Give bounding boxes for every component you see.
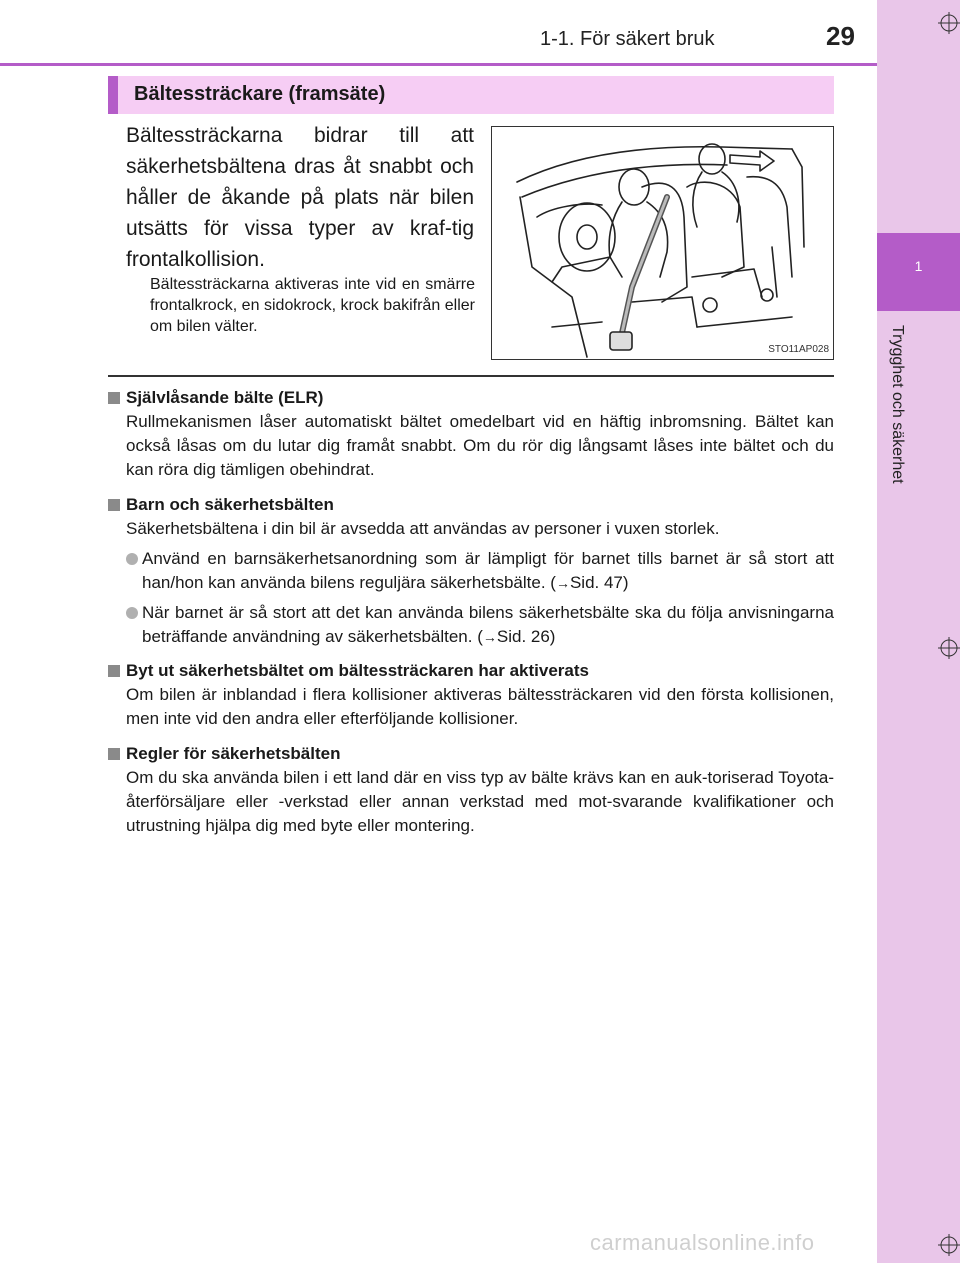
item-text: Säkerhetsbältena i din bil är avsedda att användas av personer i vuxen storlek.: [126, 519, 720, 538]
list-item: [108, 547, 834, 595]
chapter-title: 1-1. För säkert bruk: [540, 28, 715, 50]
bullet-text: Använd en barnsäkerhetsanordning som är lämpligt för barnet tills barnet är så stort att han/hon kan använda bilens reguljära säkerhetsbälte. (: [142, 549, 834, 592]
item-text: Rullmekanismen låser automatiskt bältet omedelbart vid en häftig inbromsning. Bältet kan också låsas om du lutar dig framåt snabbt. Om du rör dig långsamt låses inte bältet och du kan röra dig tämligen obehindrat.: [126, 412, 834, 479]
page-number: 29: [826, 21, 855, 51]
arrow-right-icon: →: [555, 575, 570, 591]
section-title: Bältessträckare (framsäte): [134, 83, 386, 105]
registration-mark-icon: [938, 1234, 960, 1256]
arrow-right-icon: →: [482, 629, 497, 645]
item-children: [108, 493, 834, 649]
item-text: Om bilen är inblandad i flera kollisioner aktiveras bältessträckaren vid den första kollisionen, men inte vid den andra eller efterföljande kollisioner.: [126, 685, 834, 728]
pretensioner-illustration: [491, 126, 834, 360]
section-intro: Bältessträckarna bidrar till att säkerhetsbältena dras åt snabbt och håller de åkande på plats när bilen utsätts för vissa typer av kraf-tig frontalkollision.: [126, 124, 474, 271]
registration-mark-icon: [938, 637, 960, 659]
item-heading: Regler för säkerhetsbälten: [108, 742, 834, 766]
bullet-text: När barnet är så stort att det kan använda bilens säkerhetsbälte ska du följa anvisningarna beträffande användning av säkerhetsbälten. (: [142, 603, 834, 646]
chapter-side-tab: [877, 0, 960, 1263]
section-header: [108, 76, 834, 114]
item-heading: Byt ut säkerhetsbältet om bältessträckaren har aktiverats: [108, 659, 834, 683]
item-heading: Självlåsande bälte (ELR): [108, 386, 834, 410]
registration-mark-icon: [938, 12, 960, 34]
section-divider: [108, 375, 834, 377]
item-elr: [108, 386, 834, 482]
car-interior-illustration: [492, 127, 834, 360]
chapter-label: Trygghet och säkerhet: [889, 325, 906, 484]
item-replace-belt: [108, 659, 834, 731]
item-regulations: [108, 742, 834, 838]
watermark: carmanualsonline.info: [590, 1230, 815, 1255]
section-note: Bältessträckarna aktiveras inte vid en smärre frontalkrock, en sidokrock, krock bakifrån eller om bilen välter.: [150, 276, 475, 335]
list-item: [108, 601, 834, 649]
figure-code: STO11AP028: [768, 344, 829, 355]
item-heading: Barn och säkerhetsbälten: [108, 493, 834, 517]
chapter-number: 1: [914, 258, 923, 274]
page-reference-link[interactable]: Sid. 47): [569, 573, 629, 592]
header-divider: [0, 63, 877, 66]
item-text: Om du ska använda bilen i ett land där en viss typ av bälte krävs kan en auk-toriserad Toyota-återförsäljare eller -verkstad eller annan verkstad med mot-svarande kvalifikationer och utrustning hjälpa dig med byte eller montering.: [126, 768, 834, 835]
page-reference-link[interactable]: Sid. 26): [496, 627, 556, 646]
